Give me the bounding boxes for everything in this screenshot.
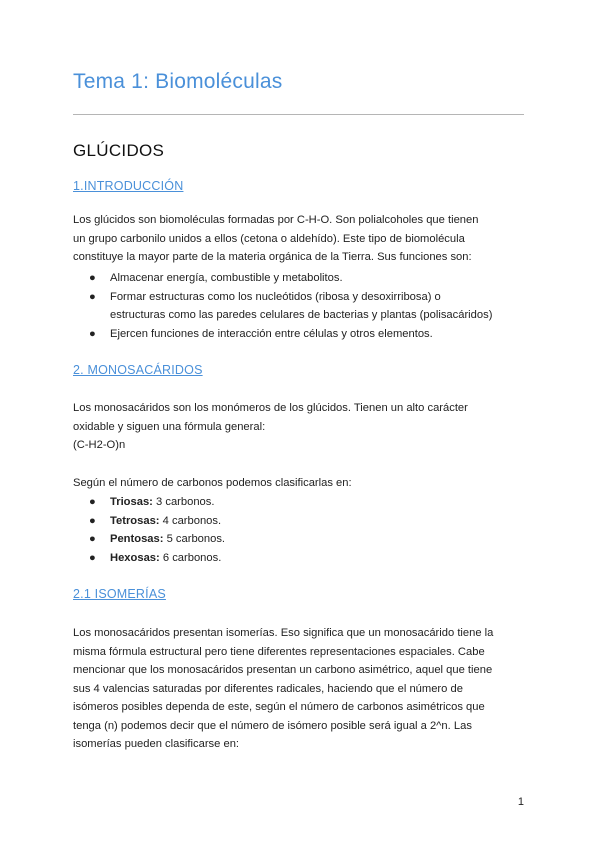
bullet-icon: ● — [89, 533, 96, 545]
text-line: Los monosacáridos son los monómeros de los glúcidos. Tienen un alto carácter — [73, 402, 468, 414]
text-line: Los glúcidos son biomoléculas formadas por C-H-O. Son polialcoholes que tienen — [73, 214, 479, 226]
list-item-text: Almacenar energía, combustible y metabolitos. — [110, 272, 343, 284]
text-line: un grupo carbonilo unidos a ellos (cetona o aldehído). Este tipo de biomolécula — [73, 232, 465, 245]
list-item — [73, 325, 533, 344]
mono-paragraph — [73, 399, 533, 455]
text-line: isomerías pueden clasificarse en: — [73, 738, 240, 750]
type-desc: 6 carbonos. — [159, 551, 222, 564]
list-item — [73, 493, 533, 512]
functions-list — [73, 269, 533, 343]
page-title: Tema 1: Biomoléculas — [73, 70, 283, 93]
bullet-icon: ● — [89, 290, 96, 303]
bullet-icon: ● — [89, 272, 96, 284]
list-item — [73, 269, 533, 288]
classify-paragraph — [73, 474, 533, 493]
text-line: Los monosacáridos presentan isomerías. Eso significa que un monosacárido tiene la — [73, 627, 494, 639]
type-desc: 4 carbonos. — [159, 514, 222, 527]
list-item-text: Ejercen funciones de interacción entre células y otros elementos. — [110, 327, 433, 340]
text-line: tenga (n) podemos decir que el número de isómero posible será igual a 2^n. Las — [73, 719, 472, 732]
type-name: Hexosas: — [110, 551, 160, 564]
text-line: isómeros posibles dependa de este, según el número de carbonos asimétricos que — [73, 701, 485, 713]
mono-heading-link[interactable]: 2. MONOSACÁRIDOS — [73, 363, 203, 377]
iso-heading-link[interactable]: 2.1 ISOMERÍAS — [73, 587, 166, 601]
list-item — [73, 512, 533, 531]
bullet-icon: ● — [89, 514, 96, 527]
page-number: 1 — [517, 796, 524, 808]
types-list — [73, 493, 533, 567]
list-item — [73, 288, 533, 325]
text-line: sus 4 valencias saturadas por diferentes radicales, haciendo que el número de — [73, 682, 463, 695]
type-desc: 5 carbonos. — [163, 533, 226, 545]
type-desc: 3 carbonos. — [152, 496, 215, 508]
bullet-icon: ● — [89, 496, 96, 508]
type-name: Tetrosas: — [110, 514, 160, 527]
bullet-icon: ● — [89, 551, 96, 564]
intro-paragraph — [73, 211, 533, 267]
iso-paragraph — [73, 624, 533, 754]
text-line: oxidable y siguen una fórmula general: — [73, 420, 266, 433]
list-item — [73, 530, 533, 549]
text-line: misma fórmula estructural pero tiene diferentes representaciones espaciales. Cabe — [73, 645, 485, 658]
list-item — [73, 549, 533, 568]
text-line: mencionar que los monosacáridos presentan un carbono asimétrico, aquel que tiene — [73, 664, 493, 676]
bullet-icon: ● — [89, 327, 96, 340]
section-heading: GLÚCIDOS — [73, 141, 165, 160]
text-line: constituye la mayor parte de la materia orgánica de la Tierra. Sus funciones son: — [73, 251, 472, 263]
intro-heading-link[interactable]: 1.INTRODUCCIÓN — [73, 179, 184, 193]
text-line: Según el número de carbonos podemos clasificarlas en: — [73, 477, 352, 489]
type-name: Pentosas: — [110, 533, 164, 545]
type-name: Triosas: — [110, 496, 153, 508]
title-divider — [73, 114, 524, 115]
list-item-text: estructuras como las paredes celulares de bacterias y plantas (polisacáridos) — [110, 309, 493, 321]
list-item-text: Formar estructuras como los nucleótidos (ribosa y desoxirribosa) o — [110, 290, 441, 303]
formula: (C-H2-O)n — [73, 439, 126, 451]
